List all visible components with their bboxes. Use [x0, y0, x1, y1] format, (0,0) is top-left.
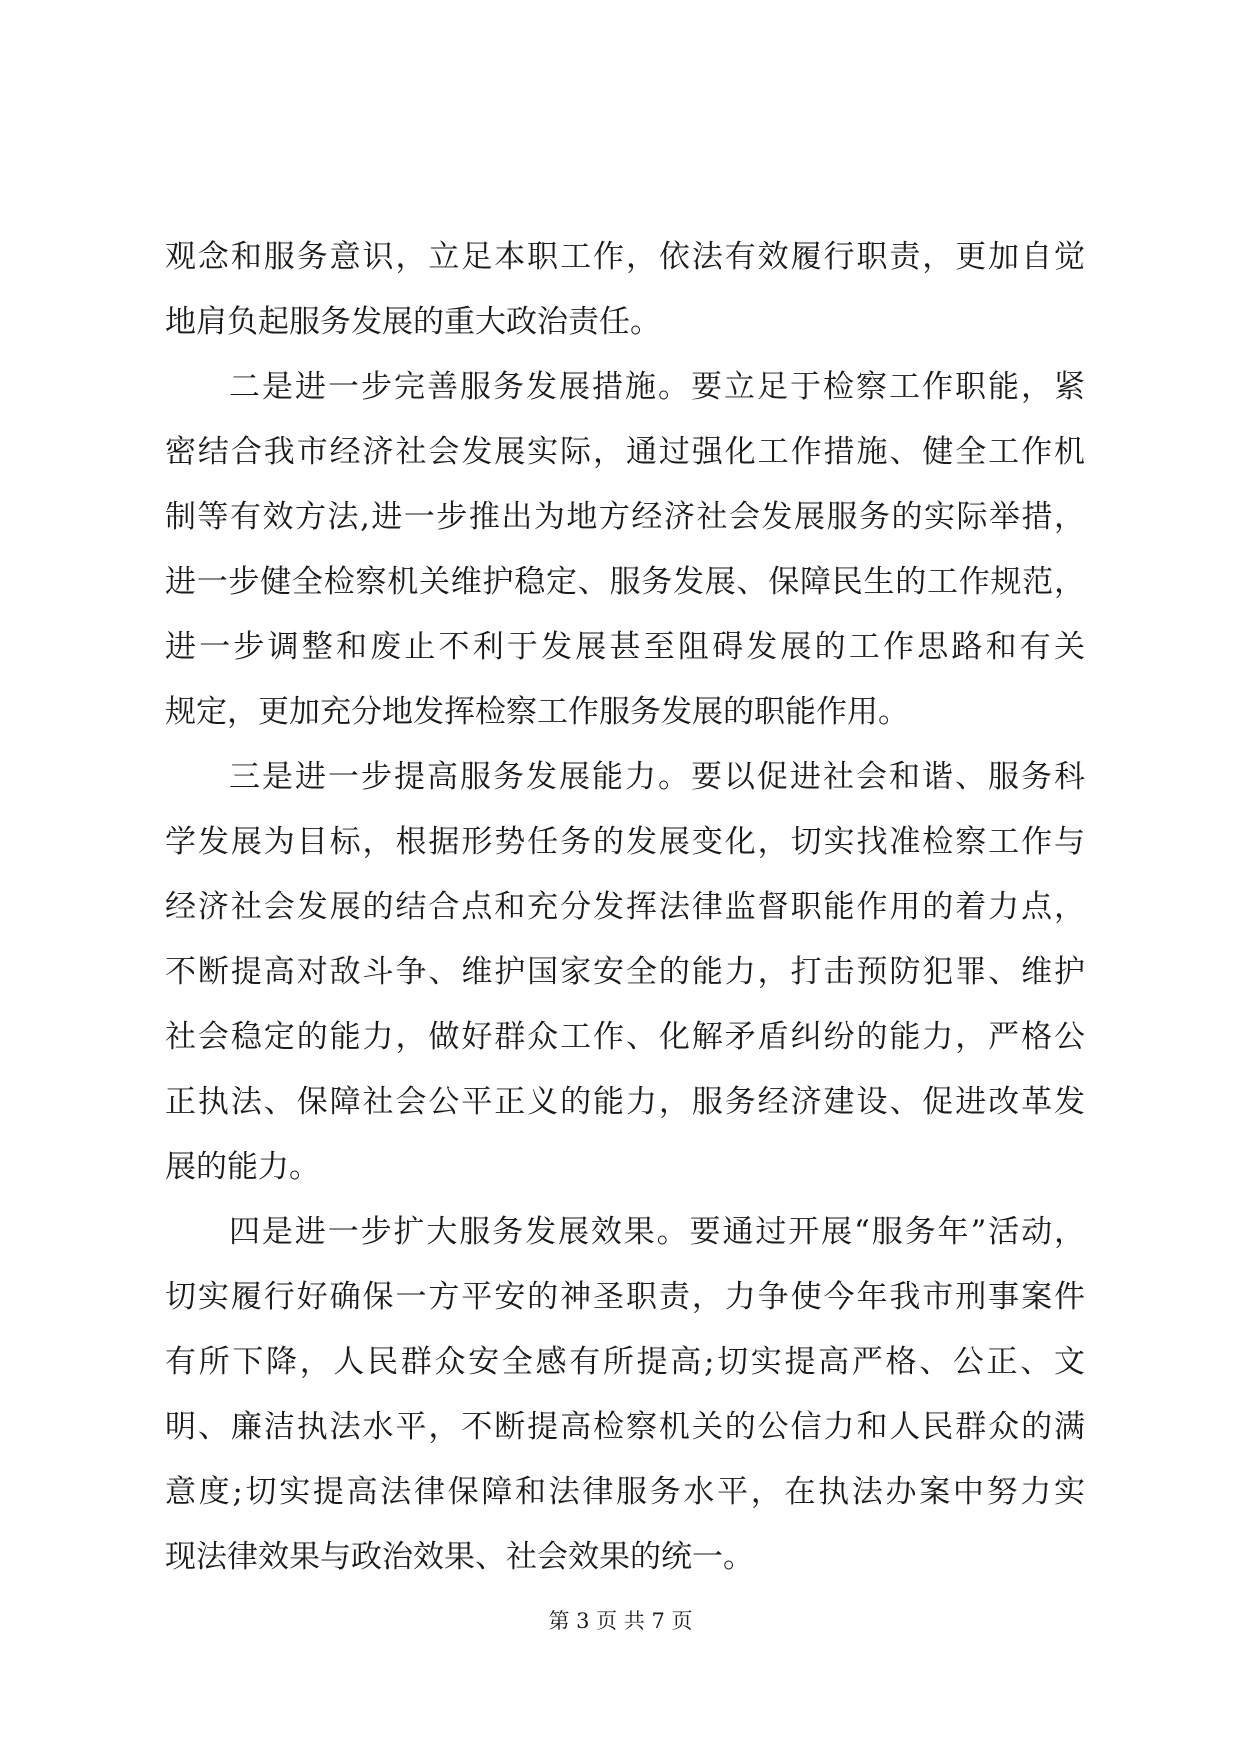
text-line: 意度;切实提高法律保障和法律服务水平，在执法办案中努力实	[165, 1474, 1085, 1510]
text-line: 经济社会发展的结合点和充分发挥法律监督职能作用的着力点，	[165, 889, 1085, 925]
document-body	[165, 225, 1085, 1590]
page-number-footer: 第 3 页 共 7 页	[548, 1609, 693, 1633]
text-line: 地肩负起服务发展的重大政治责任。	[165, 304, 661, 340]
paragraph-service-measures	[165, 355, 1085, 745]
text-line: 正执法、保障社会公平正义的能力，服务经济建设、促进改革发	[165, 1084, 1085, 1120]
text-line: 规定，更加充分地发挥检察工作服务发展的职能作用。	[165, 694, 909, 730]
text-line: 制等有效方法,进一步推出为地方经济社会发展服务的实际举措，	[165, 499, 1085, 535]
text-line: 进一步健全检察机关维护稳定、服务发展、保障民生的工作规范，	[165, 564, 1085, 600]
text-line: 展的能力。	[165, 1149, 320, 1185]
paragraph-service-ability	[165, 745, 1085, 1200]
text-line: 切实履行好确保一方平安的神圣职责，力争使今年我市刑事案件	[165, 1279, 1085, 1315]
text-line: 不断提高对敌斗争、维护国家安全的能力，打击预防犯罪、维护	[165, 954, 1085, 990]
text-line: 密结合我市经济社会发展实际，通过强化工作措施、健全工作机	[165, 434, 1085, 470]
text-line: 四是进一步扩大服务发展效果。要通过开展“服务年”活动，	[229, 1214, 1085, 1250]
text-line: 观念和服务意识，立足本职工作，依法有效履行职责，更加自觉	[165, 239, 1085, 275]
text-line: 三是进一步提高服务发展能力。要以促进社会和谐、服务科	[229, 759, 1085, 795]
text-line: 二是进一步完善服务发展措施。要立足于检察工作职能，紧	[229, 369, 1085, 405]
text-line: 学发展为目标，根据形势任务的发展变化，切实找准检察工作与	[165, 824, 1085, 860]
text-line: 社会稳定的能力，做好群众工作、化解矛盾纠纷的能力，严格公	[165, 1019, 1085, 1055]
text-line: 进一步调整和废止不利于发展甚至阻碍发展的工作思路和有关	[165, 629, 1085, 665]
text-line: 明、廉洁执法水平，不断提高检察机关的公信力和人民群众的满	[165, 1409, 1085, 1445]
text-line: 现法律效果与政治效果、社会效果的统一。	[165, 1539, 754, 1575]
paragraph-continuation	[165, 225, 1085, 355]
text-line: 有所下降，人民群众安全感有所提高;切实提高严格、公正、文	[165, 1344, 1085, 1380]
paragraph-service-effect	[165, 1200, 1085, 1590]
